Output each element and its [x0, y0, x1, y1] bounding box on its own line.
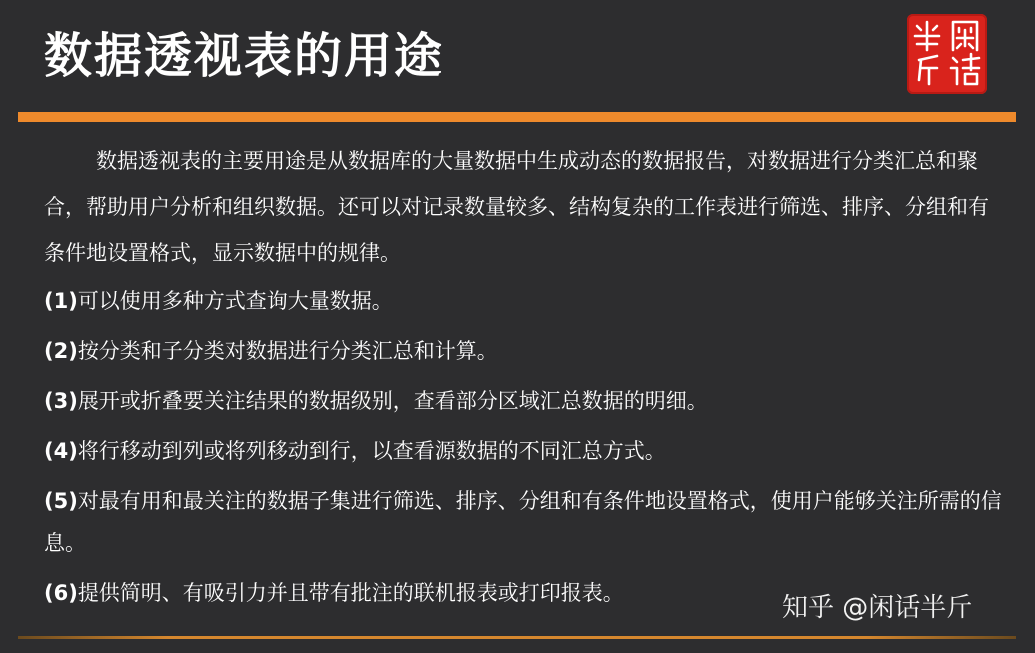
list-item-5	[44, 476, 1004, 568]
item-text: 按分类和子分类对数据进行分类汇总和计算。	[77, 339, 498, 363]
slide-body	[44, 138, 1004, 618]
seal-glyphs	[907, 14, 987, 94]
intro-paragraph: 数据透视表的主要用途是从数据库的大量数据中生成动态的数据报告，对数据进行分类汇总和聚合，帮助用户分析和组织数据。还可以对记录数量较多、结构复杂的工作表进行筛选、排序、分组和有条件地设置格式，显示数据中的规律。	[44, 149, 989, 265]
slide-title: 数据透视表的用途	[44, 28, 445, 84]
item-number: (5)	[44, 489, 78, 513]
source-watermark: 知乎 @闲话半斤	[782, 593, 973, 623]
item-number: (2)	[44, 339, 78, 363]
item-text: 对最有用和最关注的数据子集进行筛选、排序、分组和有条件地设置格式，使用户能够关注所需的信息。	[44, 489, 1002, 555]
item-number: (1)	[44, 289, 78, 313]
list-item-2	[44, 326, 1004, 376]
item-text: 可以使用多种方式查询大量数据。	[77, 289, 393, 313]
item-text: 将行移动到列或将列移动到行，以查看源数据的不同汇总方式。	[77, 439, 666, 463]
title-divider	[18, 112, 1016, 122]
list-item-4	[44, 426, 1004, 476]
item-text: 展开或折叠要关注结果的数据级别，查看部分区域汇总数据的明细。	[77, 389, 708, 413]
item-number: (3)	[44, 389, 78, 413]
item-number: (6)	[44, 581, 78, 605]
seal-stamp-logo	[907, 14, 987, 94]
item-text: 提供简明、有吸引力并且带有批注的联机报表或打印报表。	[77, 581, 624, 605]
bottom-divider	[18, 636, 1016, 639]
list-item-1	[44, 276, 1004, 326]
list-item-3	[44, 376, 1004, 426]
item-number: (4)	[44, 439, 78, 463]
